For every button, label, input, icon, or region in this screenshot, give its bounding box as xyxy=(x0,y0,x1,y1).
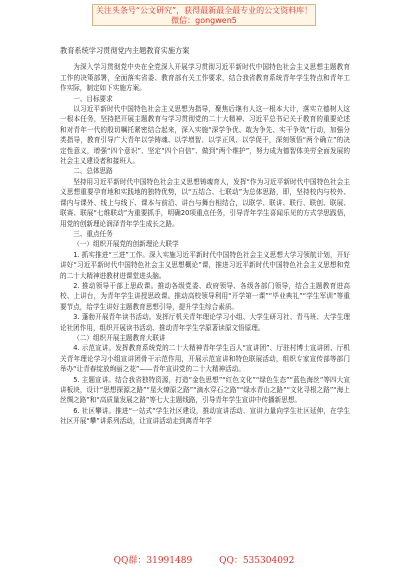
paragraph: 4. 示范宣讲。发挥教育系统党的二十大精神青年学生百人“宣讲团”、厅驻村博士宣讲团、厅机关青年理论学习小组宣讲团骨干示范作用，开展示范宣讲和特色联展活动，组织专家宣传部等部门举办“让青春绽放绚丽之花”——青年宣讲党的二十大精神活动。 xyxy=(60,344,350,374)
paragraph: 6. 社区攀讲。推进“一站式”学生社区建设，推动宣讲活动、宣讲力量向学生社区延伸，在学生社区开展“攀”讲系列活动，让宣讲活动走到离青年学 xyxy=(60,406,350,426)
paragraph: 3. 蓬勃开展青年读书活动。发挥厅机关青年理论学习小组、大学生研习社、青马班、大学生理论社团作用，组织开展读书活动、推动青年学生学原著读原文悟原理。 xyxy=(60,313,350,332)
promo-banner-text: 关注头条号“公文研究”，获得最新最全最专业的公文资料库！ 微信：gongwen5 xyxy=(95,6,313,25)
document-title: 教育系统学习贯彻党内主题教育实施方案 xyxy=(60,46,190,55)
section-heading: 三、重点任务 xyxy=(73,229,113,238)
footer-qq: QQ：535304092 xyxy=(219,556,295,566)
section-heading: 二、总体思路 xyxy=(73,167,113,176)
footer-qq-group: QQ群：31991489 xyxy=(113,556,193,566)
paragraph: 以习近平新时代中国特色社会主义思想为指导，聚焦后继有人这一根本大计，落实立德树人这一根本任务，坚持把开展主题教育与学习贯彻党的二十大精神、习近平总书记关于教育的重要论述和对青年一代的殷切嘱托紧密结合起来，深入实施“深学争优、敢为争先、实干争效”行动，加强分类指导，教育引导广大青年以学铸魂、以学增智、以学正风、以学促干，深刻领悟“两个确立”的决定性意义，增强“四个意识”、坚定“四个自信”、做到“两个维护”，努力成为德智体美劳全面发展的社会主义建设者和接班人。 xyxy=(60,105,350,166)
paragraph: 2. 推动领导干部上思政课。推动各级党委、政府领导、各级各部门领导，结合主题教育进高校、上讲台，为青年学生讲授思政课。推动高校领导利用“开学第一课”“毕业典礼”“学生军训”等重要节点，给学生讲好主题教育思想引导，提升学生综合素质。 xyxy=(60,281,350,311)
document-body xyxy=(60,46,350,427)
paragraph: 5. 主题宣讲。结合我省独特资源，打造“金色思想”“红色文化”“绿色生态”“蓝色海丝”等四大宣讲板块，设计“思想探源之路”“星火燎原之路”“滴水穿石之路”“绿水青山之路”“文化寻根之路”“海上丝绸之路”和“高质量发展之路”等七大主题线路，引导青年学生宣讲中传播新思想。 xyxy=(60,375,350,405)
document-paragraphs xyxy=(60,62,350,426)
paragraph: 1. 抓实推进“三进”工作。深入实施习近平新时代中国特色社会主义思想大学习领航计划，开好讲好“习近平新时代中国特色社会主义思想概论”课，推进习近平新时代中国特色社会主义思想和党的二十大精神进教材进课堂进头脑。 xyxy=(60,250,350,280)
section-heading: 一、目标要求 xyxy=(73,94,113,103)
footer-contact xyxy=(0,553,408,566)
paragraph: 坚持用习近平新时代中国特色社会主义思想铸魂育人，发挥“作为习近平新时代中国特色社会主义思想重要孕育地和实践地的独特优势，以“五结合、七联动”为总体思路，即，坚持校内与校外、课内与课外、线上与线下、课本与前沿、讲台与舞台相结合，以联学、联讲、联行、联创、联展、联赛、联展“七维联动”为重要抓手，明确20项重点任务，引导青年学生喜闻乐见的方式学思践悟，用党的创新理论润泽青年学生成长之路。 xyxy=(60,177,350,228)
paragraph: 为深入学习贯彻党中央在全党深入开展学习贯彻习近平新时代中国特色社会主义思想主题教育工作的决策部署，全面落实省委、教育部有关工作要求，结合我省教育系统青年学生特点和青年工作实际，制定如下实施方案。 xyxy=(60,63,350,93)
section-heading: （二）组织开展主题教育大联讲 xyxy=(73,333,166,342)
promo-banner xyxy=(92,4,316,26)
section-heading: （一）组织开展党的创新理论大联学 xyxy=(73,240,179,249)
